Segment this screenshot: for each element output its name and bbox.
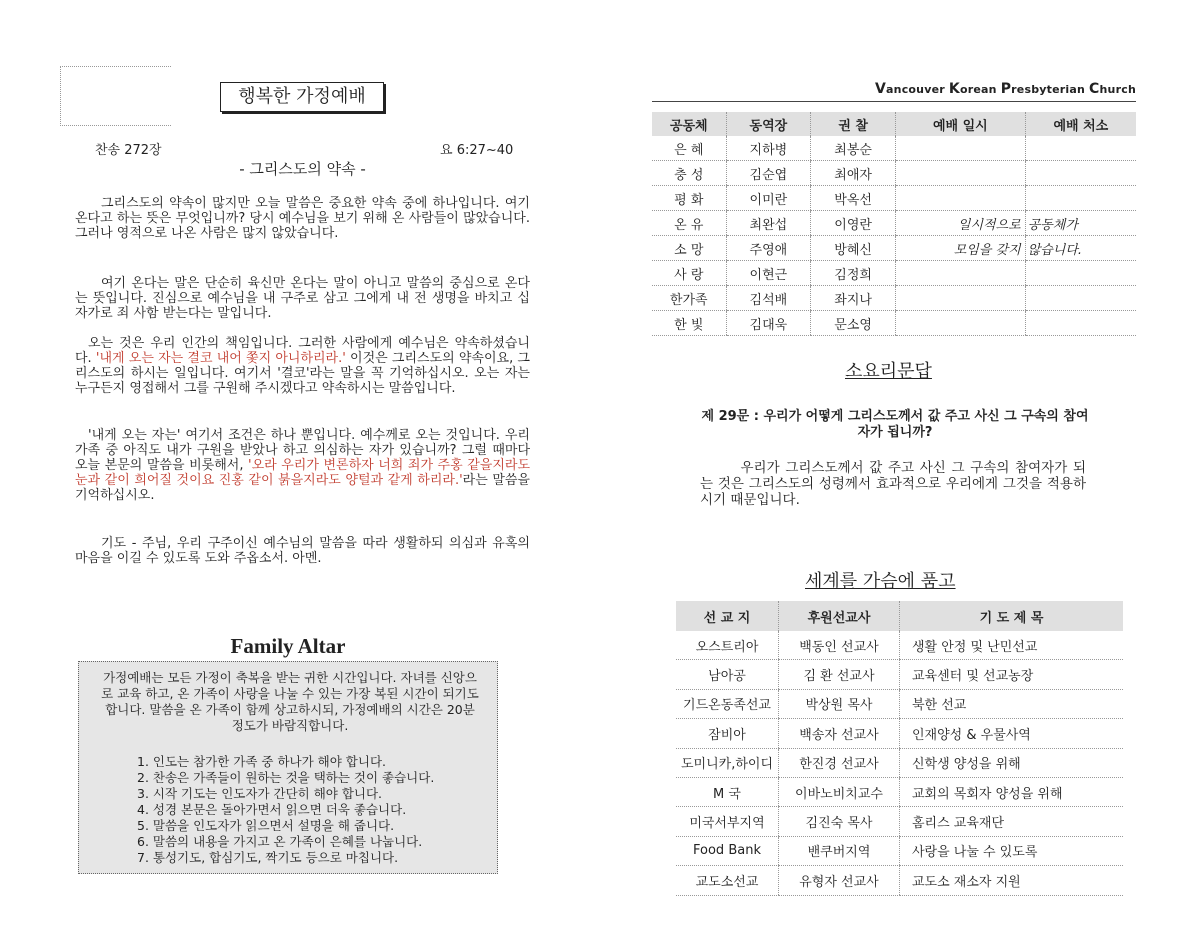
cell: 문소영 [811,311,896,336]
table-row [676,836,1123,865]
table-row [652,161,1136,186]
catechism-answer: 우리가 그리스도께서 값 주고 사신 그 구속의 참여자가 되는 것은 그리스도의 성령께서 효과적으로 우리에게 그것을 적용하시기 때문입니다. [700,460,1086,508]
cell [896,311,1026,336]
list-item: 6. 말씀의 내용을 가지고 온 가족이 은혜를 나눕니다. [137,834,423,849]
cell: 도미니카,하이디 [676,748,779,777]
cell: 최애자 [811,161,896,186]
table-row [652,286,1136,311]
table-row [676,689,1123,718]
cell: 소 망 [652,236,726,261]
cell: 북한 선교 [900,689,1124,718]
table-row [676,631,1123,660]
header-exhorter: 권 찰 [811,112,896,136]
cell: 교도소선교 [676,866,779,895]
notice-cell: 공동체가 [1025,211,1136,236]
hymn-number: 찬송 272장 [95,143,162,158]
cell: 인재양성 & 우물사역 [900,719,1124,748]
cell: 이현근 [726,261,811,286]
cell: 이바노비치교수 [779,777,900,806]
header-rule [652,101,1136,102]
scripture-reference: 요 6:27~40 [440,143,514,158]
list-item: 7. 통성기도, 합심기도, 짝기도 등으로 마칩니다. [137,850,399,865]
list-item: 5. 말씀을 인도자가 읽으면서 설명을 해 줍니다. [137,818,395,833]
cell [896,161,1026,186]
cell: 온 유 [652,211,726,236]
cell [1025,261,1136,286]
cell: 좌지나 [811,286,896,311]
family-altar-intro: 가정예배는 모든 가정이 축복을 받는 귀한 시간입니다. 자녀를 신앙으로 교육 하고, 온 가족이 사랑을 나눌 수 있는 가장 복된 시간이 되기도 합니다. 말씀을 온 가족이 함께 상고하시되, 가정예배의 시간은 20분 정도가 바람직합니다. [101,670,479,733]
table-header-row [676,601,1123,631]
cell [896,186,1026,211]
cell: 이미란 [726,186,811,211]
table-header-row [652,112,1136,136]
list-item: 4. 성경 본문은 돌아가면서 읽으면 더욱 좋습니다. [137,802,407,817]
family-altar-title: Family Altar [230,634,346,658]
catechism-question: 제 29문 : 우리가 어떻게 그리스도께서 값 주고 사신 그 구속의 참여자가 됩니까? [701,409,1089,440]
closing-prayer: 기도 - 주님, 우리 구주이신 예수님의 말씀을 따라 생활하되 의심과 유혹의 마음을 이길 수 있도록 도와 주옵소서. 아멘. [75,536,530,566]
cell [896,261,1026,286]
cell: 한가족 [652,286,726,311]
table-row [652,186,1136,211]
catechism-title: 소요리문답 [845,361,932,382]
cell: 홈리스 교육재단 [900,807,1124,836]
paragraph-4 [75,428,530,503]
table-row [652,311,1136,336]
cell: 유형자 선교사 [779,866,900,895]
notice-cell: 않습니다. [1025,236,1136,261]
cell: 최완섭 [726,211,811,236]
cell: 남아공 [676,660,779,689]
cell: 김 환 선교사 [779,660,900,689]
paragraph-4-quote: '오라 우리가 변론하자 너희 죄가 주홍 같을지라도 눈과 같이 희어질 것이요 진홍 같이 붉을지라도 양털과 같게 하리라.' [75,458,530,488]
list-item: 1. 인도는 참가한 가족 중 하나가 해야 합니다. [137,754,386,769]
table-row [652,211,1136,236]
community-table [652,112,1136,336]
cell: 한 빛 [652,311,726,336]
devotion-title: 행복한 가정예배 [220,82,384,112]
cell: 밴쿠버지역 [779,836,900,865]
cell: 백송자 선교사 [779,719,900,748]
header-community: 공동체 [652,112,726,136]
cell: 잠비아 [676,719,779,748]
header-leader: 동역장 [726,112,811,136]
cell: 은 혜 [652,136,726,161]
table-row [676,719,1123,748]
cell: 주영애 [726,236,811,261]
cell: 최봉순 [811,136,896,161]
paragraph-4-text-a: '내게 오는 자는' 여기서 조건은 하나 뿐입니다. 예수께로 오는 것입니다. 우리 가족 중 아직도 내가 구원을 받았나 하고 의심하는 자가 있습니까? 그럴 때마다 오늘 본문의 말씀을 비롯해서, [75,428,530,473]
cell: 미국서부지역 [676,807,779,836]
cell: 교도소 재소자 지원 [900,866,1124,895]
cell: 신학생 양성을 위해 [900,748,1124,777]
paragraph-1: 그리스도의 약속이 많지만 오늘 말씀은 중요한 약속 중에 하나입니다. 여기 온다고 하는 뜻은 무엇입니까? 당시 예수님을 보기 위해 온 사람들이 많았습니다. 그러나 영적으로 나온 사람은 많지 않았습니다. [75,196,530,241]
table-row [676,777,1123,806]
missions-table [676,601,1123,896]
cell: 김정희 [811,261,896,286]
cell [896,136,1026,161]
list-item: 2. 찬송은 가족들이 원하는 것을 택하는 것이 좋습니다. [137,770,435,785]
table-row [652,136,1136,161]
missions-title: 세계를 가슴에 품고 [805,571,956,592]
cell: 생활 안정 및 난민선교 [900,631,1124,660]
cell: 교육센터 및 선교농장 [900,660,1124,689]
cell: Food Bank [676,836,779,865]
paragraph-3 [75,336,530,396]
table-row [676,748,1123,777]
table-row [652,261,1136,286]
cell: M 국 [676,777,779,806]
cell: 방혜신 [811,236,896,261]
family-altar-list [137,754,434,866]
cell: 김진숙 목사 [779,807,900,836]
table-row [652,236,1136,261]
cell [896,286,1026,311]
list-item: 3. 시작 기도는 인도자가 간단히 해야 합니다. [137,786,383,801]
cell: 기드온동족선교 [676,689,779,718]
cell: 박상원 목사 [779,689,900,718]
cell: 사 랑 [652,261,726,286]
header-worship-place: 예배 처소 [1025,112,1136,136]
cell [1025,136,1136,161]
paragraph-4-text-b: 라는 말씀을 기억하십시오. [75,473,530,503]
paragraph-3-text-b: 이것은 그리스도의 약속이요, 그리스도의 하시는 일입니다. 여기서 '결코'라는 말을 꼭 기억하십시오. 오는 자는 누구든지 영접해서 그를 구원해 주시겠다고 약속하시는 말씀입니다. [75,351,530,396]
church-name: Vancouver Korean Presbyterian Church [875,81,1136,97]
cell: 평 화 [652,186,726,211]
notice-cell: 일시적으로 [896,211,1026,236]
header-prayer-topic: 기 도 제 목 [900,601,1124,631]
header-missionary: 후원선교사 [779,601,900,631]
header-mission-field: 선 교 지 [676,601,779,631]
cell: 박옥선 [811,186,896,211]
cell [1025,161,1136,186]
cell [1025,286,1136,311]
sermon-subtitle: - 그리스도의 약속 - [239,160,366,178]
placeholder-frame [60,66,171,126]
cell: 교회의 목회자 양성을 위해 [900,777,1124,806]
paragraph-2: 여기 온다는 말은 단순히 육신만 온다는 말이 아니고 말씀의 중심으로 온다는 뜻입니다. 진심으로 예수님을 내 구주로 삼고 그에게 내 전 생명을 바치고 십자가로 죄 사함 받는다는 말입니다. [75,276,530,321]
cell: 오스트리아 [676,631,779,660]
cell: 김석배 [726,286,811,311]
cell: 이영란 [811,211,896,236]
cell: 김순엽 [726,161,811,186]
cell: 사랑을 나눌 수 있도록 [900,836,1124,865]
paragraph-3-text-a: 오는 것은 우리 인간의 책임입니다. 그러한 사람에게 예수님은 약속하셨습니다. [75,336,530,366]
table-row [676,660,1123,689]
notice-cell: 모임을 갖지 [896,236,1026,261]
cell [1025,186,1136,211]
cell: 한진경 선교사 [779,748,900,777]
paragraph-3-quote: '내게 오는 자는 결코 내어 쫓지 아니하리라.' [95,351,346,366]
header-worship-time: 예배 일시 [896,112,1026,136]
table-row [676,866,1123,895]
cell: 지하병 [726,136,811,161]
cell: 백동인 선교사 [779,631,900,660]
table-row [676,807,1123,836]
family-altar-box [78,661,498,874]
cell: 충 성 [652,161,726,186]
cell: 김대욱 [726,311,811,336]
cell [1025,311,1136,336]
